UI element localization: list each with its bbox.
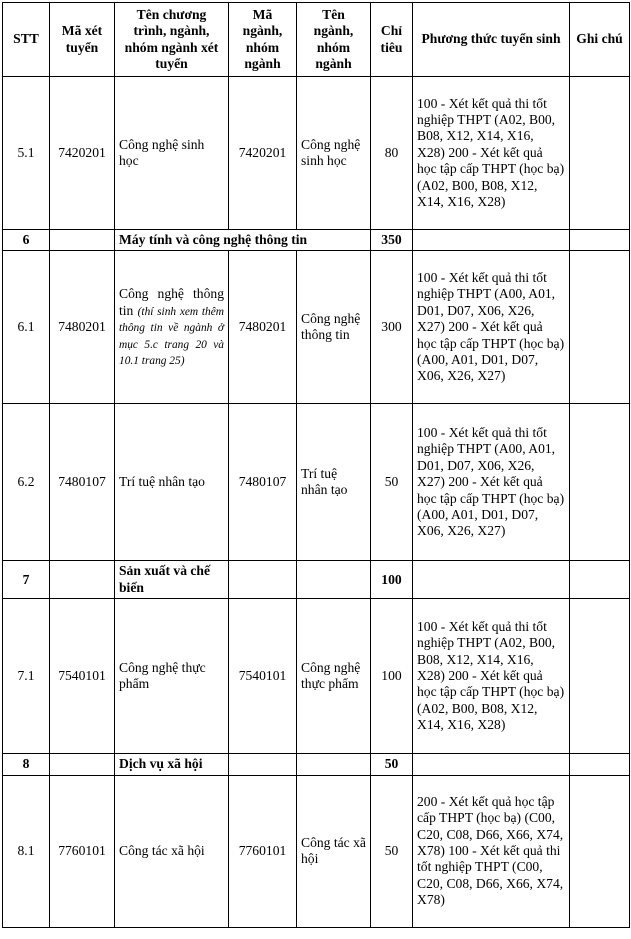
header-phuong-thuc: Phương thức tuyển sinh bbox=[413, 3, 570, 77]
cell-ghi-chu bbox=[570, 251, 630, 404]
cell-chi-tieu: 80 bbox=[371, 77, 413, 230]
header-row bbox=[3, 3, 630, 77]
cell-stt: 8 bbox=[3, 754, 50, 775]
cell-stt: 5.1 bbox=[3, 77, 50, 230]
cell-ma-nganh: 7480107 bbox=[229, 404, 297, 561]
cell-ten-chuong-trinh bbox=[115, 251, 229, 404]
cell-ghi-chu bbox=[570, 754, 630, 775]
group-row bbox=[3, 230, 630, 251]
cell-chi-tieu: 350 bbox=[371, 230, 413, 251]
cell-ma-nganh: 7480201 bbox=[229, 251, 297, 404]
table-row bbox=[3, 775, 630, 927]
header-ma-nganh: Mã ngành, nhóm ngành bbox=[229, 3, 297, 77]
cell-ma-xet-tuyen bbox=[50, 754, 115, 775]
group-row bbox=[3, 754, 630, 775]
cell-phuong-thuc bbox=[413, 230, 570, 251]
cell-phuong-thuc: 100 - Xét kết quả thi tốt nghiệp THPT (A02, B00, B08, X12, X14, X16, X28) 200 - Xét kết quả học tập cấp THPT (học bạ) (A02, B00, B08, X12, X14, X16, X28) bbox=[413, 77, 570, 230]
cell-chi-tieu: 100 bbox=[371, 561, 413, 599]
cell-phuong-thuc bbox=[413, 561, 570, 599]
cell-phuong-thuc: 100 - Xét kết quả thi tốt nghiệp THPT (A00, A01, D01, D07, X06, X26, X27) 200 - Xét kết quả học tập cấp THPT (học bạ) (A00, A01, D01, D07, X06, X26, X27) bbox=[413, 251, 570, 404]
program-name: Công nghệ thông tin bbox=[119, 286, 224, 318]
cell-phuong-thuc: 200 - Xét kết quả học tập cấp THPT (học bạ) (C00, C20, C08, D66, X66, X74, X78) 100 - Xét kết quả thi tốt nghiệp THPT (C00, C20, C08, D66, X66, X74, X78) bbox=[413, 775, 570, 927]
header-chi-tieu: Chỉ tiêu bbox=[371, 3, 413, 77]
cell-ten-nganh bbox=[297, 754, 371, 775]
cell-ma-xet-tuyen: 7480201 bbox=[50, 251, 115, 404]
cell-ten-nganh bbox=[297, 561, 371, 599]
cell-ma-xet-tuyen: 7480107 bbox=[50, 404, 115, 561]
cell-chi-tieu: 300 bbox=[371, 251, 413, 404]
cell-group-name: Sản xuất và chế biến bbox=[115, 561, 229, 599]
cell-ghi-chu bbox=[570, 404, 630, 561]
table-row bbox=[3, 599, 630, 754]
cell-stt: 7.1 bbox=[3, 599, 50, 754]
header-stt: STT bbox=[3, 3, 50, 77]
table-row bbox=[3, 404, 630, 561]
table-row bbox=[3, 77, 630, 230]
cell-ten-nganh: Công nghệ sinh học bbox=[297, 77, 371, 230]
cell-chi-tieu: 50 bbox=[371, 404, 413, 561]
cell-group-name: Dịch vụ xã hội bbox=[115, 754, 229, 775]
cell-stt: 6.2 bbox=[3, 404, 50, 561]
header-ma-xet-tuyen: Mã xét tuyển bbox=[50, 3, 115, 77]
header-ghi-chu: Ghi chú bbox=[570, 3, 630, 77]
cell-stt: 6.1 bbox=[3, 251, 50, 404]
cell-stt: 7 bbox=[3, 561, 50, 599]
cell-phuong-thuc bbox=[413, 754, 570, 775]
cell-ten-chuong-trinh: Công nghệ sinh học bbox=[115, 77, 229, 230]
group-row bbox=[3, 561, 630, 599]
cell-stt: 6 bbox=[3, 230, 50, 251]
header-ten-nganh: Tên ngành, nhóm ngành bbox=[297, 3, 371, 77]
cell-chi-tieu: 50 bbox=[371, 775, 413, 927]
cell-chi-tieu: 100 bbox=[371, 599, 413, 754]
program-note: (thí sinh xem thêm thông tin về ngành ở mục 5.c trang 20 và 10.1 trang 25) bbox=[119, 305, 224, 368]
admission-table bbox=[2, 2, 630, 928]
cell-ma-xet-tuyen: 7420201 bbox=[50, 77, 115, 230]
cell-ten-chuong-trinh: Công tác xã hội bbox=[115, 775, 229, 927]
cell-phuong-thuc: 100 - Xét kết quả thi tốt nghiệp THPT (A02, B00, B08, X12, X14, X16, X28) 200 - Xét kết quả học tập cấp THPT (học bạ) (A02, B00, B08, X12, X14, X16, X28) bbox=[413, 599, 570, 754]
cell-ma-xet-tuyen bbox=[50, 230, 115, 251]
cell-ten-chuong-trinh: Trí tuệ nhân tạo bbox=[115, 404, 229, 561]
cell-ma-xet-tuyen bbox=[50, 561, 115, 599]
header-ten-chuong-trinh: Tên chương trình, ngành, nhóm ngành xét tuyển bbox=[115, 3, 229, 77]
cell-stt: 8.1 bbox=[3, 775, 50, 927]
cell-ghi-chu bbox=[570, 599, 630, 754]
cell-ghi-chu bbox=[570, 561, 630, 599]
cell-ghi-chu bbox=[570, 775, 630, 927]
cell-ten-nganh: Công nghệ thông tin bbox=[297, 251, 371, 404]
cell-ma-nganh bbox=[229, 754, 297, 775]
cell-ma-nganh: 7760101 bbox=[229, 775, 297, 927]
cell-ma-xet-tuyen: 7760101 bbox=[50, 775, 115, 927]
cell-ten-nganh: Công nghệ thực phẩm bbox=[297, 599, 371, 754]
cell-ma-nganh: 7540101 bbox=[229, 599, 297, 754]
cell-ghi-chu bbox=[570, 230, 630, 251]
cell-group-name: Máy tính và công nghệ thông tin bbox=[115, 230, 371, 251]
cell-ten-chuong-trinh: Công nghệ thực phẩm bbox=[115, 599, 229, 754]
cell-ten-nganh: Trí tuệ nhân tạo bbox=[297, 404, 371, 561]
cell-ma-nganh bbox=[229, 561, 297, 599]
cell-phuong-thuc: 100 - Xét kết quả thi tốt nghiệp THPT (A00, A01, D01, D07, X06, X26, X27) 200 - Xét kết quả học tập cấp THPT (học bạ) (A00, A01, D01, D07, X06, X26, X27) bbox=[413, 404, 570, 561]
cell-ma-nganh: 7420201 bbox=[229, 77, 297, 230]
cell-ghi-chu bbox=[570, 77, 630, 230]
cell-ma-xet-tuyen: 7540101 bbox=[50, 599, 115, 754]
cell-ten-nganh: Công tác xã hội bbox=[297, 775, 371, 927]
cell-chi-tieu: 50 bbox=[371, 754, 413, 775]
table-row bbox=[3, 251, 630, 404]
